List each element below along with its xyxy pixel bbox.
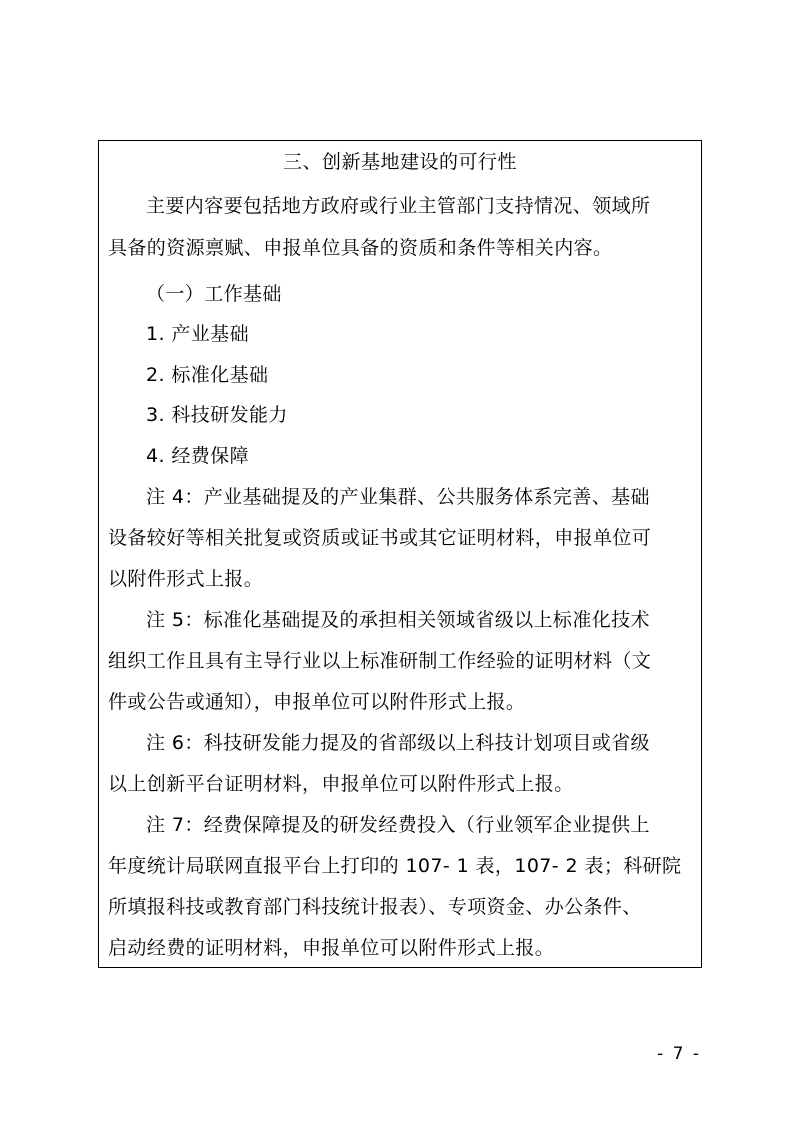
note-4-line: 注 4：产业基础提及的产业集群、公共服务体系完善、基础 [146, 486, 650, 508]
intro-line-1: 主要内容要包括地方政府或行业主管部门支持情况、领域所 [146, 195, 651, 217]
note-5-line: 注 5：标准化基础提及的承担相关领域省级以上标准化技术 [146, 609, 650, 631]
list-item: 4. 经费保障 [146, 445, 249, 467]
section-title: 三、创新基地建设的可行性 [282, 151, 517, 173]
intro-line-2: 具备的资源禀赋、申报单位具备的资质和条件等相关内容。 [108, 237, 613, 259]
list-item: 3. 科技研发能力 [146, 404, 288, 426]
list-item: 2. 标准化基础 [146, 364, 269, 386]
note-5-line: 件或公告或通知），申报单位可以附件形式上报。 [108, 691, 526, 713]
page-number: - 7 - [657, 1044, 701, 1064]
note-6-line: 以上创新平台证明材料，申报单位可以附件形式上报。 [108, 773, 574, 795]
list-item: 1. 产业基础 [146, 323, 249, 345]
subheading-work-basis: （一）工作基础 [146, 283, 282, 305]
note-7-line: 所填报科技或教育部门科技统计报表）、专项资金、办公条件、 [108, 896, 642, 918]
note-4-line: 设备较好等相关批复或资质或证书或其它证明材料，申报单位可 [108, 527, 652, 549]
note-6-line: 注 6：科技研发能力提及的省部级以上科技计划项目或省级 [146, 732, 650, 754]
note-7-line: 启动经费的证明材料，申报单位可以附件形式上报。 [108, 937, 555, 959]
note-7-line: 注 7：经费保障提及的研发经费投入（行业领军企业提供上 [146, 814, 650, 836]
note-4-line: 以附件形式上报。 [108, 568, 264, 590]
content-frame [98, 140, 702, 968]
note-7-line: 年度统计局联网直报平台上打印的 107- 1 表，107- 2 表；科研院 [108, 855, 682, 877]
note-5-line: 组织工作且具有主导行业以上标准研制工作经验的证明材料（文 [108, 650, 652, 672]
